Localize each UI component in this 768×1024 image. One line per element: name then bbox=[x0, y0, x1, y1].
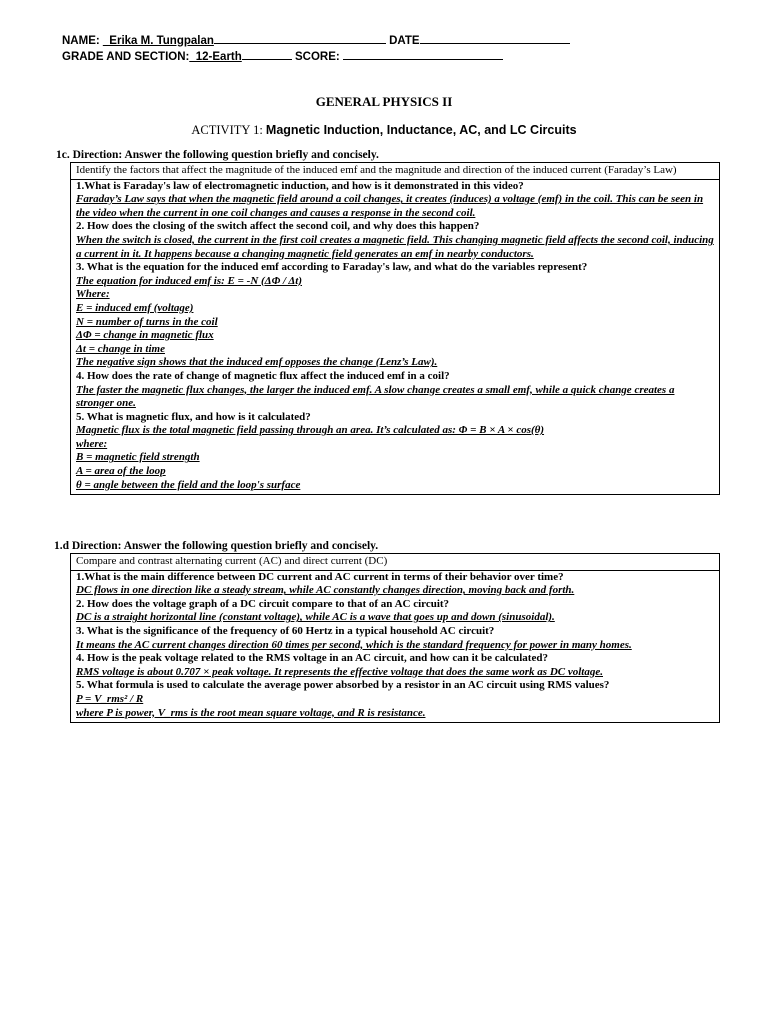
section-1d-table bbox=[70, 553, 720, 723]
question-text: 4. How is the peak voltage related to the RMS voltage in an AC circuit, and how can it be calculated? bbox=[76, 652, 548, 665]
score-blank-line bbox=[343, 49, 503, 60]
date-blank-line bbox=[420, 33, 570, 44]
grade-blank-line bbox=[242, 49, 292, 60]
answer-text: The negative sign shows that the induced emf opposes the change (Lenz’s Law). bbox=[76, 356, 438, 369]
answer-text: ΔΦ = change in magnetic flux bbox=[76, 329, 214, 342]
answer-text: When the switch is closed, the current in the first coil creates a magnetic field. This changing magnetic field affects the second coil, inducing a current in it. It happens because a changing magnetic field generates an emf in nearby conductors. bbox=[76, 233, 714, 260]
section-1c-table bbox=[70, 162, 720, 495]
question-text: 2. How does the closing of the switch affect the second coil, and why does this happen? bbox=[76, 220, 480, 233]
answer-text: A = area of the loop bbox=[76, 465, 166, 478]
section-1d-body bbox=[71, 571, 719, 723]
answer-text: Δt = change in time bbox=[76, 342, 165, 355]
name-value: _Erika M. Tungpalan bbox=[102, 35, 214, 47]
name-label: NAME: bbox=[62, 35, 100, 47]
question-text: 3. What is the equation for the induced emf according to Faraday's law, and what do the variables represent? bbox=[76, 261, 588, 274]
question-text: 5. What is magnetic flux, and how is it calculated? bbox=[76, 410, 311, 423]
answer-text: E = induced emf (voltage) bbox=[76, 301, 194, 314]
grade-score-row bbox=[62, 49, 503, 63]
answer-text: P = V_rms² / R bbox=[76, 692, 144, 705]
question-text: 3. What is the significance of the frequency of 60 Hertz in a typical household AC circuit? bbox=[76, 624, 495, 637]
answer-text: Faraday’s Law says that when the magnetic field around a coil changes, it creates (induces) a voltage (emf) in the coil. This can be seen in the video when the current in one coil changes and causes a response in the second coil. bbox=[76, 193, 704, 219]
answer-text: The faster the magnetic flux changes, the larger the induced emf. A slow change creates a small emf, while a quick change creates a stronger one. bbox=[76, 383, 675, 410]
answer-text: The equation for induced emf is: E = -N (ΔΦ / Δt) bbox=[76, 274, 303, 287]
answer-text: B = magnetic field strength bbox=[76, 451, 200, 464]
section-1c-body bbox=[71, 180, 719, 495]
answer-text: where: bbox=[76, 437, 108, 450]
date-label: DATE bbox=[389, 35, 420, 47]
answer-text: where P is power, V_rms is the root mean square voltage, and R is resistance. bbox=[76, 706, 426, 719]
answer-text: DC flows in one direction like a steady stream, while AC constantly changes direction, moving back and forth. bbox=[76, 584, 575, 597]
grade-section-label: GRADE AND SECTION: bbox=[62, 51, 190, 63]
answer-text: N = number of turns in the coil bbox=[76, 315, 218, 328]
name-date-row bbox=[62, 33, 570, 47]
section-1d-direction: 1.d Direction: Answer the following question briefly and concisely. bbox=[54, 540, 379, 552]
question-text: 4. How does the rate of change of magnetic flux affect the induced emf in a coil? bbox=[76, 369, 450, 382]
question-text: 1.What is the main difference between DC current and AC current in terms of their behavior over time? bbox=[76, 570, 564, 583]
answer-text: DC is a straight horizontal line (constant voltage), while AC is a wave that goes up and down (sinusoidal). bbox=[76, 611, 555, 624]
question-text: 1.What is Faraday's law of electromagnetic induction, and how is it demonstrated in this video? bbox=[76, 179, 524, 192]
section-1d-intro: Compare and contrast alternating current (AC) and direct current (DC) bbox=[71, 554, 719, 571]
answer-text: θ = angle between the field and the loop's surface bbox=[76, 478, 301, 491]
grade-section-value: _12-Earth bbox=[189, 51, 242, 63]
answer-text: Magnetic flux is the total magnetic field passing through an area. It’s calculated as: Φ = B × A × cos(θ) bbox=[76, 424, 545, 437]
name-blank-line bbox=[214, 33, 386, 44]
question-text: 2. How does the voltage graph of a DC circuit compare to that of an AC circuit? bbox=[76, 597, 450, 610]
page-title: GENERAL PHYSICS II bbox=[315, 94, 453, 109]
question-text: 5. What formula is used to calculate the average power absorbed by a resistor in an AC circuit using RMS values? bbox=[76, 679, 610, 692]
section-1c-direction: 1c. Direction: Answer the following question briefly and concisely. bbox=[56, 149, 379, 161]
activity-topic: Magnetic Induction, Inductance, AC, and LC Circuits bbox=[265, 123, 577, 137]
answer-text: It means the AC current changes direction 60 times per second, which is the standard frequency for power in many homes. bbox=[76, 638, 632, 651]
score-label: SCORE: bbox=[294, 51, 340, 63]
activity-prefix: ACTIVITY 1: bbox=[191, 123, 263, 137]
answer-text: Where: bbox=[76, 288, 110, 301]
section-1c-intro: Identify the factors that affect the magnitude of the induced emf and the magnitude and direction of the induced current (Faraday’s Law) bbox=[71, 163, 719, 180]
answer-text: RMS voltage is about 0.707 × peak voltage. It represents the effective voltage that does the same work as DC voltage. bbox=[76, 665, 603, 678]
activity-heading bbox=[0, 123, 768, 138]
